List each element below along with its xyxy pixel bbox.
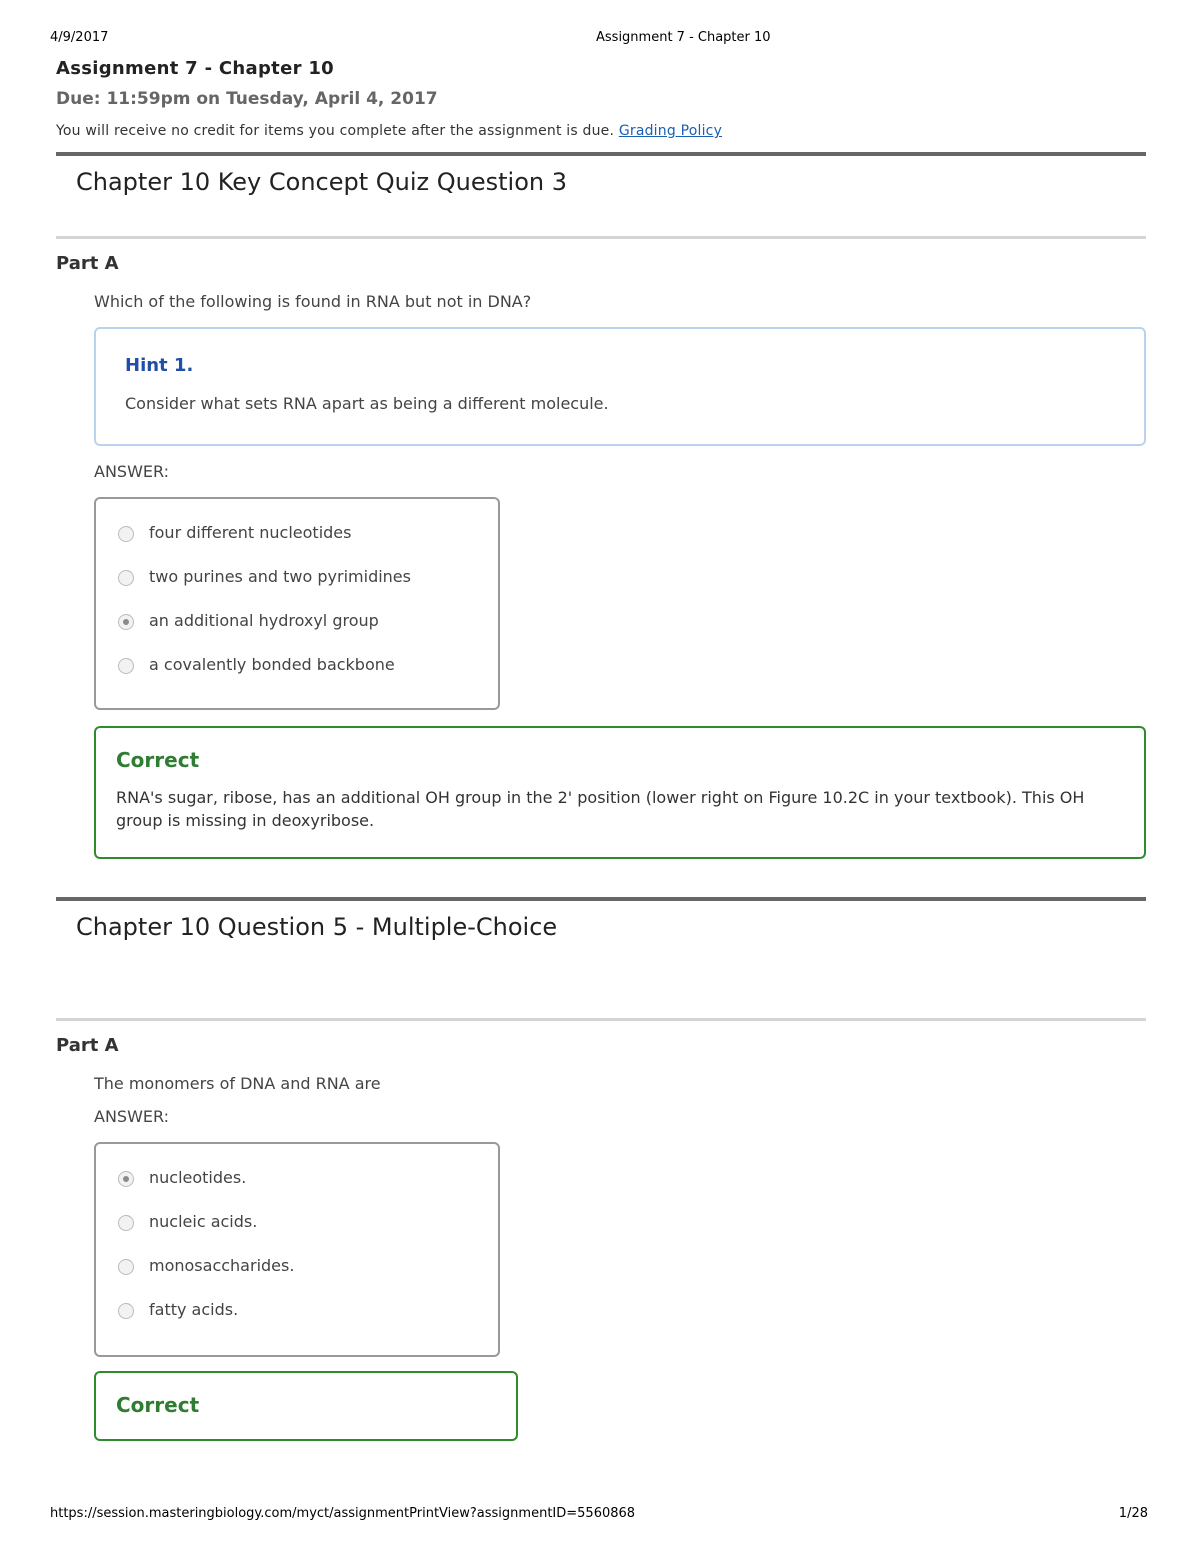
assignment-title: Assignment 7 - Chapter 10 bbox=[56, 58, 334, 79]
grading-policy-link[interactable]: Grading Policy bbox=[618, 123, 723, 139]
hint-title[interactable]: Hint 1. bbox=[125, 355, 194, 376]
radio-button-selected[interactable] bbox=[118, 614, 134, 630]
feedback-title: Correct bbox=[116, 748, 200, 772]
question-divider bbox=[56, 152, 1146, 156]
answer-option[interactable] bbox=[118, 567, 498, 611]
due-date: Due: 11:59pm on Tuesday, April 4, 2017 bbox=[56, 89, 438, 109]
option-label: monosaccharides. bbox=[149, 1256, 295, 1275]
feedback-box bbox=[94, 1371, 518, 1441]
option-label: a covalently bonded backbone bbox=[149, 655, 395, 674]
radio-button[interactable] bbox=[118, 1215, 134, 1231]
option-label: nucleic acids. bbox=[149, 1212, 258, 1231]
part-label: Part A bbox=[56, 1035, 119, 1056]
answer-choices bbox=[94, 497, 500, 710]
radio-button[interactable] bbox=[118, 1303, 134, 1319]
option-label: an additional hydroxyl group bbox=[149, 611, 379, 630]
question-text: The monomers of DNA and RNA are bbox=[94, 1074, 381, 1093]
print-footer bbox=[50, 1506, 1148, 1526]
part-divider bbox=[56, 1018, 1146, 1021]
option-label: fatty acids. bbox=[149, 1300, 239, 1319]
answer-option[interactable] bbox=[118, 1300, 498, 1344]
question-title: Chapter 10 Question 5 - Multiple-Choice bbox=[76, 913, 558, 941]
radio-button[interactable] bbox=[118, 658, 134, 674]
radio-button-selected[interactable] bbox=[118, 1171, 134, 1187]
answer-label: ANSWER: bbox=[94, 1107, 170, 1126]
option-label: two purines and two pyrimidines bbox=[149, 567, 411, 586]
answer-choices bbox=[94, 1142, 500, 1357]
late-notice bbox=[56, 123, 1146, 139]
hint-box[interactable] bbox=[94, 327, 1146, 446]
part-label: Part A bbox=[56, 253, 119, 274]
question-text: Which of the following is found in RNA but not in DNA? bbox=[94, 292, 532, 311]
print-date: 4/9/2017 bbox=[50, 30, 109, 45]
answer-option[interactable] bbox=[118, 655, 498, 699]
option-label: four different nucleotides bbox=[149, 523, 352, 542]
feedback-text: RNA's sugar, ribose, has an additional OH group in the 2' position (lower right on Figure 10.2C in your textbook). This OH group is missing in deoxyribose. bbox=[116, 788, 1085, 830]
answer-option[interactable] bbox=[118, 611, 498, 655]
answer-option[interactable] bbox=[118, 523, 498, 567]
question-title: Chapter 10 Key Concept Quiz Question 3 bbox=[76, 168, 568, 196]
assignment-content bbox=[56, 56, 1146, 1441]
hint-text: Consider what sets RNA apart as being a different molecule. bbox=[125, 394, 609, 413]
print-header bbox=[50, 30, 1148, 50]
radio-button[interactable] bbox=[118, 570, 134, 586]
radio-button[interactable] bbox=[118, 526, 134, 542]
feedback-box bbox=[94, 726, 1146, 859]
page-url: https://session.masteringbiology.com/myct/assignmentPrintView?assignmentID=5560868 bbox=[50, 1506, 636, 1521]
part-divider bbox=[56, 236, 1146, 239]
feedback-title: Correct bbox=[116, 1393, 200, 1417]
late-notice-text: You will receive no credit for items you complete after the assignment is due. bbox=[56, 123, 615, 139]
question-divider bbox=[56, 897, 1146, 901]
answer-option[interactable] bbox=[118, 1256, 498, 1300]
answer-option[interactable] bbox=[118, 1168, 498, 1212]
answer-option[interactable] bbox=[118, 1212, 498, 1256]
radio-button[interactable] bbox=[118, 1259, 134, 1275]
print-title: Assignment 7 - Chapter 10 bbox=[596, 30, 771, 45]
page-number: 1/28 bbox=[1118, 1506, 1148, 1521]
answer-label: ANSWER: bbox=[94, 462, 170, 481]
option-label: nucleotides. bbox=[149, 1168, 247, 1187]
